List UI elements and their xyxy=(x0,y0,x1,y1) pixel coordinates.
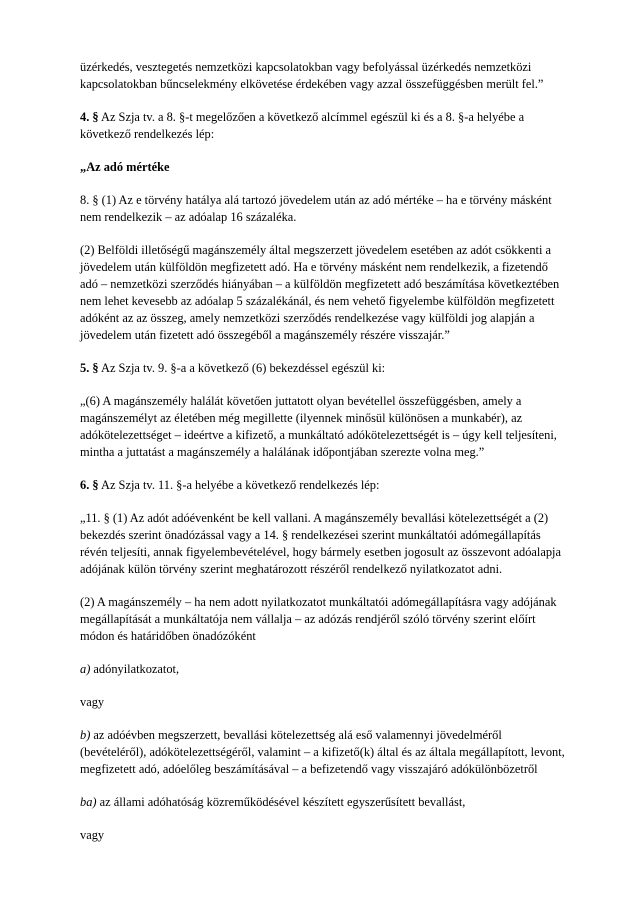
section-6-text: Az Szja tv. 11. §-a helyébe a következő rendelkezés lép: xyxy=(98,478,380,492)
point-a-text: adónyilatkozatot, xyxy=(90,662,180,676)
section-8-paragraph-1: 8. § (1) Az e törvény hatálya alá tartozó jövedelem után az adó mértéke – ha e törvény másként nem rendelkezik – az adóalap 16 százaléka. xyxy=(80,193,552,224)
section-9-6-paragraph: „(6) A magánszemély halálát követően juttatott olyan bevétellel összefüggésben, amely a magánszemélyt az életében még megillette (ilyennek minősül különösen a munkabér), az adókötelezettséget – ideértve a kifizető, a munkáltató adókötelezettségét is – úgy kell teljesíteni, mintha a juttatást a magánszemély a halálának időpontjában szerezte volna meg.” xyxy=(80,394,557,459)
section-6-number: 6. § xyxy=(80,478,99,492)
subtitle-heading-text: „Az adó mértéke xyxy=(80,160,170,174)
point-a xyxy=(80,661,568,678)
section-5-paragraph xyxy=(80,360,568,377)
section-5-text: Az Szja tv. 9. §-a a következő (6) bekezdéssel egészül ki: xyxy=(98,361,386,375)
point-b-text: az adóévben megszerzett, bevallási kötelezettség alá eső valamennyi jövedelméről (bevételéről), adókötelezettségéről, valamint – a kifizető(k) által és az általa megállapított, levont, megfizetett adó, adóelőleg beszámításával – a befizetendő vagy visszajáró adókülönbözetről xyxy=(80,728,565,776)
point-ba-label: ba) xyxy=(80,795,97,809)
section-4-paragraph xyxy=(80,109,568,143)
point-b-label: b) xyxy=(80,728,91,742)
paragraph-continuation: üzérkedés, vesztegetés nemzetközi kapcsolatokban vagy befolyással üzérkedés nemzetközi kapcsolatokban bűncselekmény elkövetése érdekében vagy azzal összefüggésben merült fel.” xyxy=(80,60,544,91)
section-4-text: Az Szja tv. a 8. §-t megelőzően a következő alcímmel egészül ki és a 8. §-a helyébe a következő rendelkezés lép: xyxy=(80,110,525,141)
section-6-paragraph xyxy=(80,477,568,494)
subtitle-heading xyxy=(80,159,568,176)
section-5-number: 5. § xyxy=(80,361,99,375)
point-ba xyxy=(80,794,568,811)
point-ba-text: az állami adóhatóság közreműködésével készített egyszerűsített bevallást, xyxy=(96,795,466,809)
conjunction-vagy-1: vagy xyxy=(80,695,105,709)
conjunction-vagy-2: vagy xyxy=(80,828,105,842)
section-8-paragraph-2: (2) Belföldi illetőségű magánszemély által megszerzett jövedelem esetében az adót csökkenti a jövedelem után külföldön megfizetett adó. Ha e törvény másként nem rendelkezik, a fizetendő adó – nemzetközi szerződés hiányában – a külföldön megfizetett adó beszámítása következtében nem lehet kevesebb az adóalap 5 százalékánál, és nem vehető figyelembe külföldön megfizetett adóként az az összeg, amely nemzetközi szerződés rendelkezése vagy külföldi jog alapján a jövedelem után fizetett adó összegéből a magánszemély részére visszajár.” xyxy=(80,243,560,342)
point-a-label: a) xyxy=(80,662,91,676)
section-4-number: 4. § xyxy=(80,110,99,124)
section-11-paragraph-1: „11. § (1) Az adót adóévenként be kell vallani. A magánszemély bevallási kötelezettségét a (2) bekezdés szerint önadózással vagy a 14. § rendelkezései szerint munkáltatói adómegállapítás révén teljesíti, annak figyelembevételével, hogy bármely esetben jogosult az összevont adóalapja adójának külön törvény szerint meghatározott részéről rendelkező nyilatkozatot adni. xyxy=(80,511,561,576)
section-11-paragraph-2: (2) A magánszemély – ha nem adott nyilatkozatot munkáltatói adómegállapításra vagy adójának megállapítását a munkáltatója nem vállalja – az adózás rendjéről szóló törvény szerint előírt módon és határidőben önadózóként xyxy=(80,595,557,643)
point-b xyxy=(80,727,568,778)
